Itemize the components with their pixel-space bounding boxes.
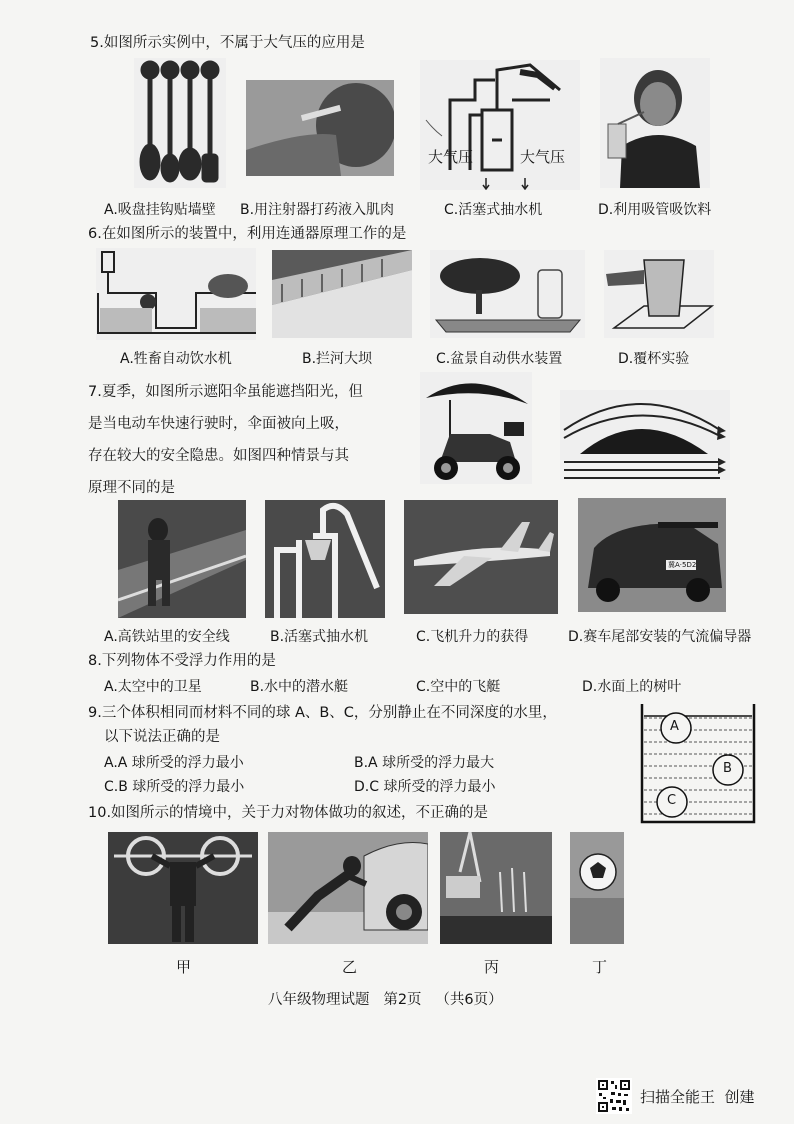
q6-option-a: A.牲畜自动饮水机 (120, 351, 232, 367)
q10-label-jia: 甲 (176, 958, 192, 976)
q7-option-a: A.高铁站里的安全线 (104, 629, 230, 645)
q7-stem (88, 376, 363, 504)
q8-option-d: D.水面上的树叶 (582, 679, 682, 695)
q7-diagram-airflow (560, 390, 730, 480)
q8-option-a: A.太空中的卫星 (104, 679, 202, 695)
q7-stem-line-3: 存在较大的安全隐患。如图四种情景与其 (88, 448, 349, 464)
q7-stem-line-1: 7.夏季，如图所示遮阳伞虽能遮挡阳光，但 (88, 384, 363, 400)
q7-option-b: B.活塞式抽水机 (270, 629, 369, 645)
q9-stem-line-2: 以下说法正确的是 (104, 729, 220, 745)
q5-image-suction-hooks (134, 58, 226, 188)
q5-diagram-piston-pump (420, 60, 580, 190)
q7-option-d: D.赛车尾部安装的气流偏导器 (568, 629, 752, 645)
q7-stem-line-2: 是当电动车快速行驶时，伞面被向上吸， (88, 416, 349, 432)
q10-image-bing-crane (440, 832, 552, 944)
q8-stem: 8.下列物体不受浮力作用的是 (88, 653, 276, 669)
q6-option-c: C.盆景自动供水装置 (436, 351, 563, 367)
ball-c-label: C (667, 793, 677, 808)
q5-image-boy-straw (600, 58, 710, 188)
q9-option-c: C.B 球所受的浮力最小 (104, 779, 245, 795)
q6-image-river-dam (272, 250, 412, 338)
q7-image-piston-pump (265, 500, 385, 618)
q6-diagram-livestock-drinker (96, 248, 256, 340)
q10-label-yi: 乙 (342, 958, 358, 976)
q7-image-airplane (404, 500, 558, 614)
q10-stem: 10.如图所示的情境中，关于力对物体做功的叙述，不正确的是 (88, 805, 489, 821)
q5-stem: 5.如图所示实例中，不属于大气压的应用是 (90, 35, 365, 51)
ball-b-label: B (723, 761, 732, 776)
q8-option-b: B.水中的潜水艇 (250, 679, 349, 695)
q5-image-injection (246, 80, 394, 176)
q7-image-station-safety-line (118, 500, 246, 618)
q5-option-d: D.利用吸管吸饮料 (598, 202, 712, 218)
q10-image-yi-pushing-car (268, 832, 428, 944)
scanner-watermark: 扫描全能王 创建 (640, 1088, 755, 1106)
q7-option-c: C.飞机升力的获得 (416, 629, 529, 645)
pump-label-left: 大气压 (428, 148, 474, 166)
q5-option-c: C.活塞式抽水机 (444, 202, 543, 218)
q7-image-scooter-umbrella (420, 372, 532, 484)
q6-option-d: D.覆杯实验 (618, 351, 690, 367)
page-footer: 八年级物理试题 第2页 （共6页） (268, 992, 503, 1008)
q6-image-bonsai-water-supply (430, 250, 585, 338)
q5-option-b: B.用注射器打药液入肌肉 (240, 202, 395, 218)
q10-image-ding-football (570, 832, 624, 944)
pump-label-right: 大气压 (520, 148, 566, 166)
q9-option-b: B.A 球所受的浮力最大 (354, 755, 495, 771)
q7-car-plate: 冀A·5D2 (668, 561, 697, 569)
q6-stem: 6.在如图所示的装置中，利用连通器原理工作的是 (88, 226, 407, 242)
ball-a-label: A (670, 719, 679, 734)
q7-stem-line-4: 原理不同的是 (88, 480, 175, 496)
q9-stem-line-1: 9.三个体积相同而材料不同的球 A、B、C，分别静止在不同深度的水里， (88, 705, 557, 721)
q9-option-d: D.C 球所受的浮力最小 (354, 779, 496, 795)
q6-image-inverted-cup (604, 250, 714, 338)
q10-label-bing: 丙 (484, 958, 500, 976)
q9-option-a: A.A 球所受的浮力最小 (104, 755, 244, 771)
q5-option-a: A.吸盘挂钩贴墙壁 (104, 202, 216, 218)
q10-label-ding: 丁 (592, 958, 608, 976)
q6-option-b: B.拦河大坝 (302, 351, 373, 367)
q9-diagram-water-container (640, 702, 756, 824)
q10-image-jia-weightlifter (108, 832, 258, 944)
qr-code-icon (596, 1078, 632, 1114)
q8-option-c: C.空中的飞艇 (416, 679, 501, 695)
q7-image-race-car-spoiler (578, 498, 726, 612)
